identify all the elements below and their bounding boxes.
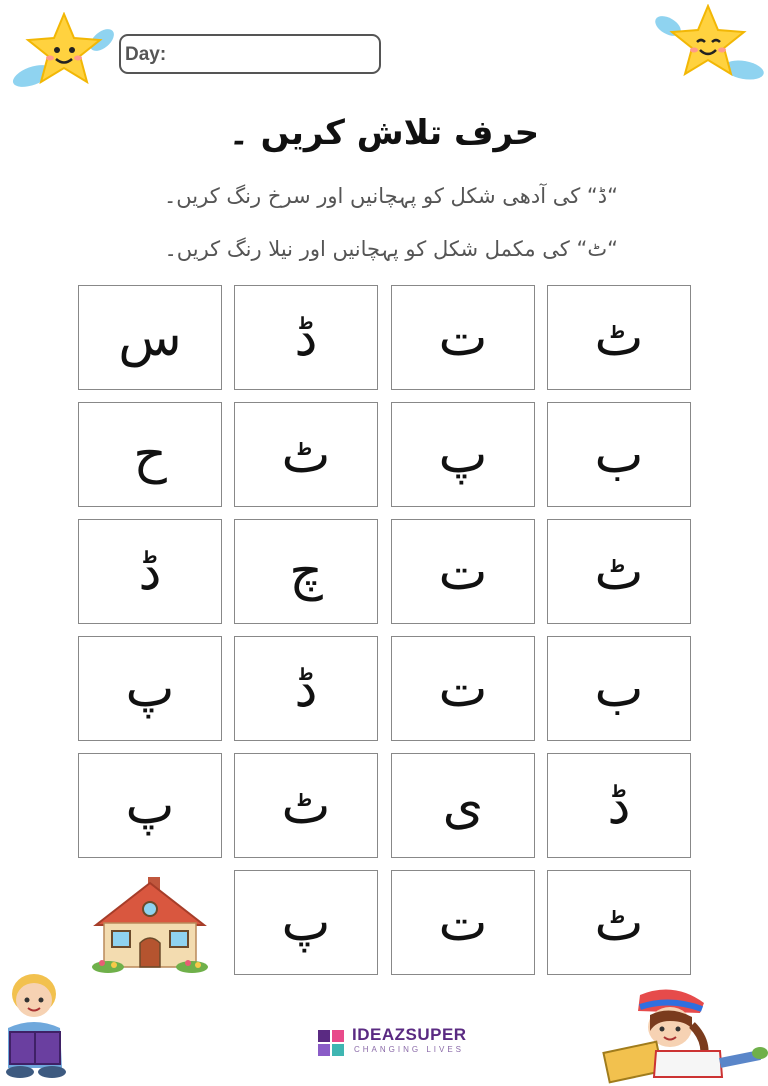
letter-cell[interactable]: ت <box>391 285 535 390</box>
letter-cell[interactable]: ڈ <box>78 519 222 624</box>
instruction-red: “ڈ“ کی آدھی شکل کو پہچانیں اور سرخ رنگ کریں۔ <box>163 184 618 208</box>
letter-cell[interactable]: ٹ <box>547 870 691 975</box>
brand-logo <box>314 1024 484 1060</box>
day-field[interactable] <box>119 34 381 74</box>
boy-reading-illustration <box>0 968 80 1080</box>
page-title: حرف تلاش کریں ۔ <box>228 113 540 153</box>
letter-cell[interactable]: ٹ <box>234 402 378 507</box>
letter-cell[interactable]: ٹ <box>234 753 378 858</box>
letter-cell[interactable]: ڈ <box>234 285 378 390</box>
letter-cell[interactable]: چ <box>234 519 378 624</box>
day-label: Day: <box>125 44 167 65</box>
letter-cell[interactable]: ٹ <box>547 285 691 390</box>
logo-tagline: CHANGING LIVES <box>354 1045 465 1054</box>
star-left-icon <box>8 12 116 90</box>
logo-icon <box>314 1026 348 1058</box>
letter-cell[interactable]: پ <box>234 870 378 975</box>
letter-cell[interactable]: ت <box>391 636 535 741</box>
logo-name: IDEAZSUPER <box>352 1025 467 1044</box>
letter-cell[interactable]: ت <box>391 519 535 624</box>
letter-cell[interactable]: ح <box>78 402 222 507</box>
letter-cell[interactable]: ٹ <box>547 519 691 624</box>
letter-cell[interactable]: پ <box>391 402 535 507</box>
letter-cell[interactable]: س <box>78 285 222 390</box>
star-right-icon <box>652 4 764 84</box>
letter-cell[interactable]: ب <box>547 402 691 507</box>
letter-cell[interactable]: پ <box>78 753 222 858</box>
girl-reading-illustration <box>600 985 768 1085</box>
house-illustration <box>90 873 210 975</box>
letter-cell[interactable]: پ <box>78 636 222 741</box>
letter-cell[interactable]: ب <box>547 636 691 741</box>
letter-cell[interactable]: ڈ <box>234 636 378 741</box>
letter-cell[interactable]: ی <box>391 753 535 858</box>
letter-cell[interactable]: ت <box>391 870 535 975</box>
instruction-blue: “ٹ“ کی مکمل شکل کو پہچانیں اور نیلا رنگ کریں۔ <box>164 237 618 261</box>
letter-cell[interactable]: ڈ <box>547 753 691 858</box>
